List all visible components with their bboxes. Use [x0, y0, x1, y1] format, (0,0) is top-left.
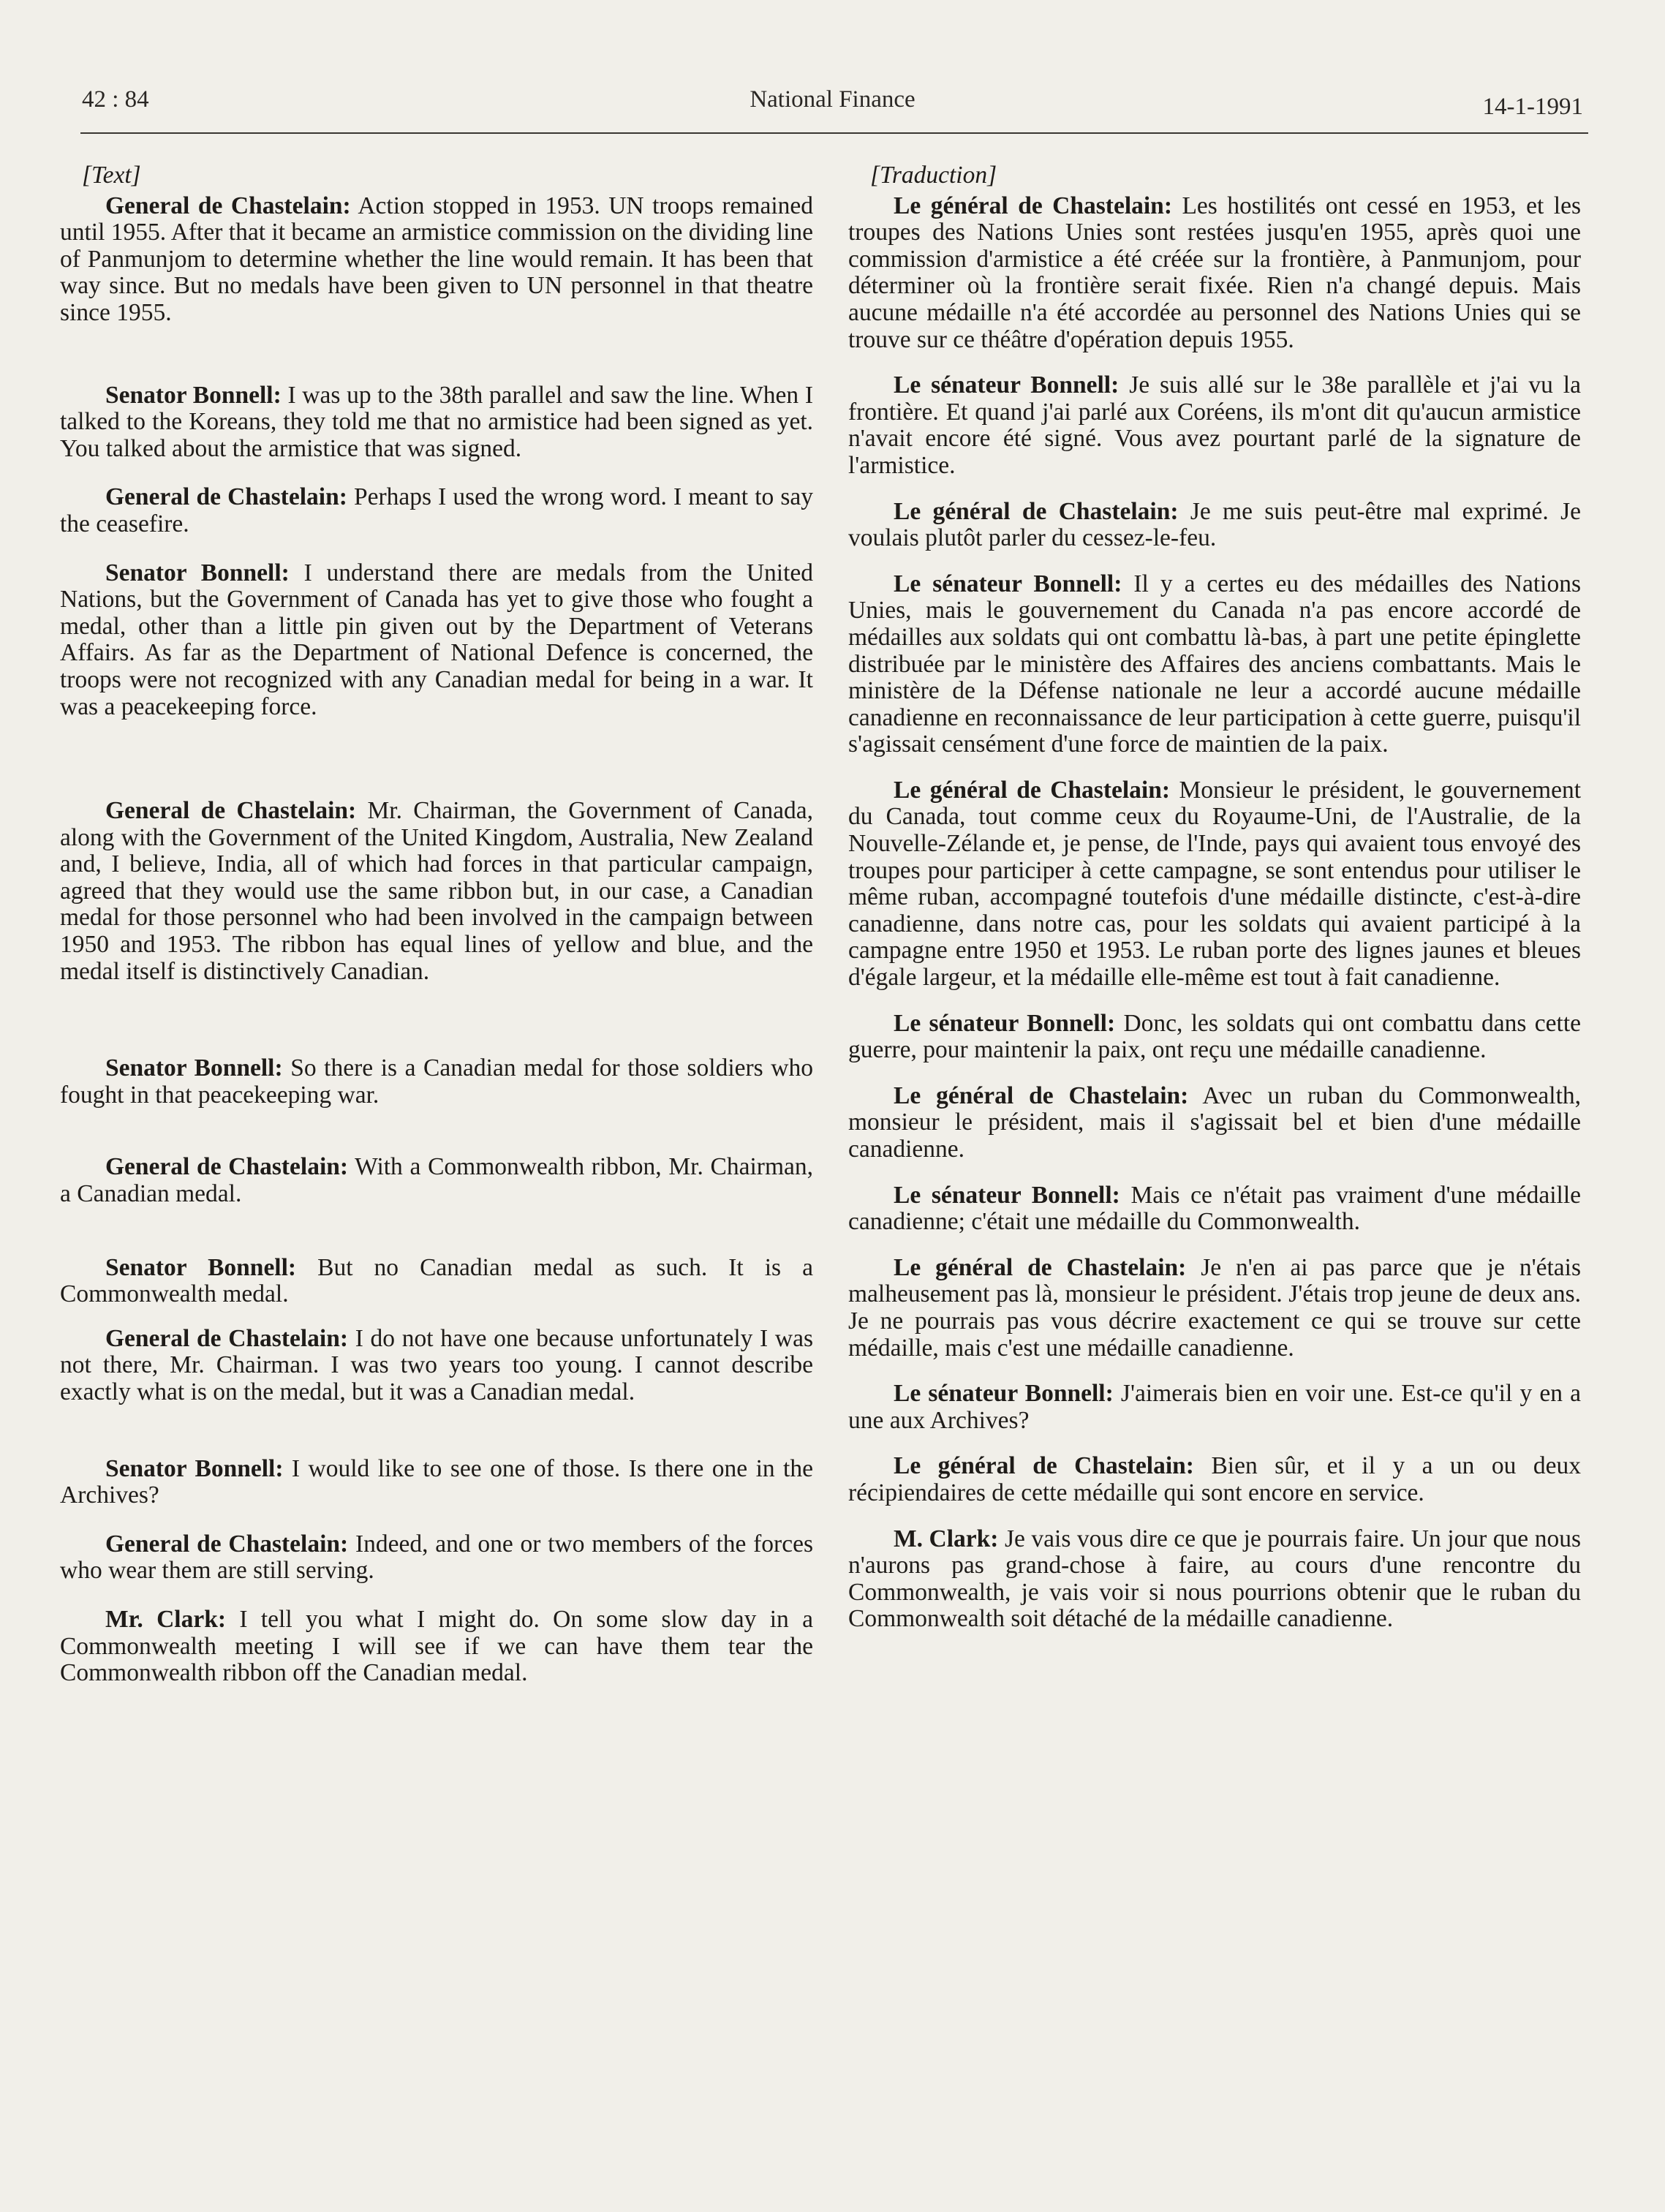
french-paragraph [848, 571, 1581, 758]
english-paragraph [60, 1326, 813, 1406]
paragraph-text: Avec un ruban du Commonwealth, monsieur le président, mais il s'agissait bel et bien d'une médaille canadienne. [848, 1082, 1582, 1163]
page-reference: 42 : 84 [82, 86, 149, 113]
paragraph-text: I was up to the 38th parallel and saw the line. When I talked to the Koreans, they told me that no armistice had been signed as yet. You talked about the armistice that was signed. [60, 381, 814, 462]
speaker-name: Le général de Chastelain: [894, 1253, 1187, 1281]
speaker-name: Le sénateur Bonnell: [894, 570, 1122, 597]
speaker-name: Le sénateur Bonnell: [894, 1181, 1120, 1209]
english-paragraph [60, 798, 813, 985]
french-paragraph [848, 1381, 1581, 1434]
paragraph-text: Les hostilités ont cessé en 1953, et les troupes des Nations Unies sont restées jusqu'en 1955, après quoi une commission d'armistice a été créée sur la frontière, à Panmunjom, pour déterminer où la frontière serait fixée. Rien n'a changé depuis. Mais aucune médaille n'a été accordée au personnel des Nations Unies qui se trouve sur ce théâtre d'opération depuis 1955. [848, 192, 1581, 353]
speaker-name: Le général de Chastelain: [894, 497, 1179, 525]
english-column-label: [Text] [82, 162, 141, 189]
english-paragraph [60, 382, 813, 463]
paragraph-text: I tell you what I might do. On some slow day in a Commonwealth meeting I will see if we can have them tear the Commonwealth ribbon off the Canadian medal. [60, 1605, 813, 1687]
french-paragraph [848, 1453, 1581, 1506]
french-paragraph [848, 193, 1581, 354]
english-paragraph [60, 1055, 813, 1109]
french-paragraph [848, 1083, 1581, 1163]
french-paragraph [848, 1255, 1581, 1362]
speaker-name: Senator Bonnell: [105, 1054, 283, 1082]
paragraph-text: Je n'en ai pas parce que je n'étais malheusement pas là, monsieur le président. J'étais trop jeune de deux ans. Je ne pourrais pas vous décrire exactement ce qui se trouve sur cette médaille, mais c'est une médaille canadienne. [848, 1253, 1581, 1362]
speaker-name: Senator Bonnell: [105, 381, 282, 409]
speaker-name: Senator Bonnell: [105, 1253, 297, 1281]
paragraph-text: I would like to see one of those. Is there one in the Archives? [60, 1454, 813, 1509]
paragraph-text: Donc, les soldats qui ont combattu dans cette guerre, pour maintenir la paix, ont reçu une médaille canadienne. [848, 1009, 1581, 1064]
speaker-name: Le général de Chastelain: [894, 776, 1171, 804]
english-paragraph [60, 484, 813, 537]
paragraph-text: Je vais vous dire ce que je pourrais faire. Un jour que nous n'aurons pas grand-chose à faire, au cours d'une rencontre du Commonwealth, je vais voir si nous pourrions obtenir que le ruban du Commonwealth soit détaché de la médaille canadienne. [848, 1525, 1581, 1633]
speaker-name: General de Chastelain: [105, 483, 347, 511]
english-paragraph [60, 193, 813, 327]
speaker-name: General de Chastelain: [105, 192, 351, 219]
paragraph-text: I understand there are medals from the United Nations, but the Government of Canada has yet to give those who fought a medal, other than a little pin given out by the Department of Veterans Affairs. As far as the Department of National Defence is concerned, the troops were not recognized with any Canadian medal for being in a war. It was a peacekeeping force. [60, 559, 813, 720]
speaker-name: General de Chastelain: [105, 797, 357, 825]
french-column [848, 162, 1581, 1633]
english-paragraph [60, 1456, 813, 1509]
paragraph-text: Action stopped in 1953. UN troops remained until 1955. After that it became an armistice commission on the dividing line of Panmunjom to determine whether the line would remain. It has been that way since. But no medals have been given to UN personnel in that theatre since 1955. [60, 192, 813, 326]
speaker-name: Le sénateur Bonnell: [894, 1009, 1116, 1037]
paragraph-text: Il y a certes eu des médailles des Nations Unies, mais le gouvernement du Canada n'a pas encore accordé de médailles aux soldats qui ont combattu là-bas, à part une petite épinglette distribuée par le ministère des Affaires des anciens combattants. Mais le ministère de la Défense nationale ne leur a accordé aucune médaille canadienne en reconnaissance de leur participation à cette guerre, puisqu'il s'agissait censément d'une force de maintien de la paix. [848, 570, 1581, 758]
english-paragraph [60, 1531, 813, 1585]
speaker-name: Senator Bonnell: [105, 559, 290, 586]
page-title: National Finance [750, 86, 915, 113]
french-paragraph [848, 777, 1581, 992]
french-paragraph [848, 1011, 1581, 1064]
speaker-name: Le sénateur Bonnell: [894, 371, 1120, 399]
speaker-name: Mr. Clark: [105, 1605, 227, 1633]
paragraph-text: Perhaps I used the wrong word. I meant to say the ceasefire. [60, 483, 814, 537]
paragraph-text: Bien sûr, et il y a un ou deux récipiendaires de cette médaille qui sont encore en service. [848, 1452, 1581, 1506]
paragraph-text: With a Commonwealth ribbon, Mr. Chairman, a Canadian medal. [60, 1153, 813, 1208]
french-paragraph [848, 499, 1581, 552]
french-paragraph [848, 1182, 1581, 1236]
page-date: 14-1-1991 [1482, 94, 1583, 120]
header-rule [80, 132, 1588, 134]
paragraph-text: Mr. Chairman, the Government of Canada, along with the Government of the United Kingdom, Australia, New Zealand and, I believe, India, all of which had forces in that particular campaign, agreed that they would use the same ribbon but, in our case, a Canadian medal for those personnel who had been involved in the campaign between 1950 and 1953. The ribbon has equal lines of yellow and blue, and the medal itself is distinctively Canadian. [60, 797, 813, 985]
speaker-name: Le général de Chastelain: [894, 1452, 1194, 1480]
page-header [0, 0, 1665, 139]
english-paragraph [60, 1255, 813, 1308]
paragraph-text: J'aimerais bien en voir une. Est-ce qu'il y en a une aux Archives? [848, 1380, 1582, 1434]
paragraph-text: Indeed, and one or two members of the forces who wear them are still serving. [60, 1530, 813, 1585]
paragraph-text: I do not have one because unfortunately I was not there, Mr. Chairman. I was two years too young. I cannot describe exactly what is on the medal, but it was a Canadian medal. [60, 1324, 813, 1405]
english-paragraph [60, 1154, 813, 1207]
paragraph-text: Mais ce n'était pas vraiment d'une médaille canadienne; c'était une médaille du Commonwealth. [848, 1181, 1581, 1236]
french-column-label: [Traduction] [870, 162, 997, 189]
paragraph-text: Je suis allé sur le 38e parallèle et j'ai vu la frontière. Et quand j'ai parlé aux Coréens, ils m'ont dit qu'aucun armistice n'avait encore été signé. Vous avez pourtant parlé de la signature de l'armistice. [848, 371, 1581, 479]
speaker-name: General de Chastelain: [105, 1530, 349, 1558]
english-paragraph [60, 560, 813, 721]
speaker-name: Le sénateur Bonnell: [894, 1380, 1114, 1408]
paragraph-text: Monsieur le président, le gouvernement du Canada, tout comme ceux du Royaume-Uni, de l'Australie, de la Nouvelle-Zélande et, je pense, de l'Inde, pays qui avaient tous envoyé des troupes pour participer à cette campagne, se sont entendus pour utiliser le même ruban, accompagné toutefois d'une médaille distincte, c'est-à-dire canadienne, dans notre cas, pour les soldats qui avaient participé à la campagne entre 1950 et 1953. Le ruban porte des lignes jaunes et bleues d'égale largeur, et la médaille elle-même est tout à fait canadienne. [848, 776, 1582, 992]
speaker-name: General de Chastelain: [105, 1324, 349, 1352]
french-paragraph [848, 372, 1581, 479]
paragraph-text: But no Canadian medal as such. It is a Commonwealth medal. [60, 1253, 813, 1308]
speaker-name: General de Chastelain: [105, 1153, 349, 1181]
english-column [60, 162, 813, 1687]
paragraph-text: Je me suis peut-être mal exprimé. Je voulais plutôt parler du cessez-le-feu. [848, 497, 1581, 552]
speaker-name: Le général de Chastelain: [894, 192, 1172, 219]
speaker-name: Le général de Chastelain: [894, 1082, 1189, 1109]
paragraph-text: So there is a Canadian medal for those soldiers who fought in that peacekeeping war. [60, 1054, 813, 1109]
speaker-name: Senator Bonnell: [105, 1454, 284, 1482]
english-paragraph [60, 1607, 813, 1687]
french-paragraph [848, 1526, 1581, 1633]
speaker-name: M. Clark: [894, 1525, 999, 1552]
